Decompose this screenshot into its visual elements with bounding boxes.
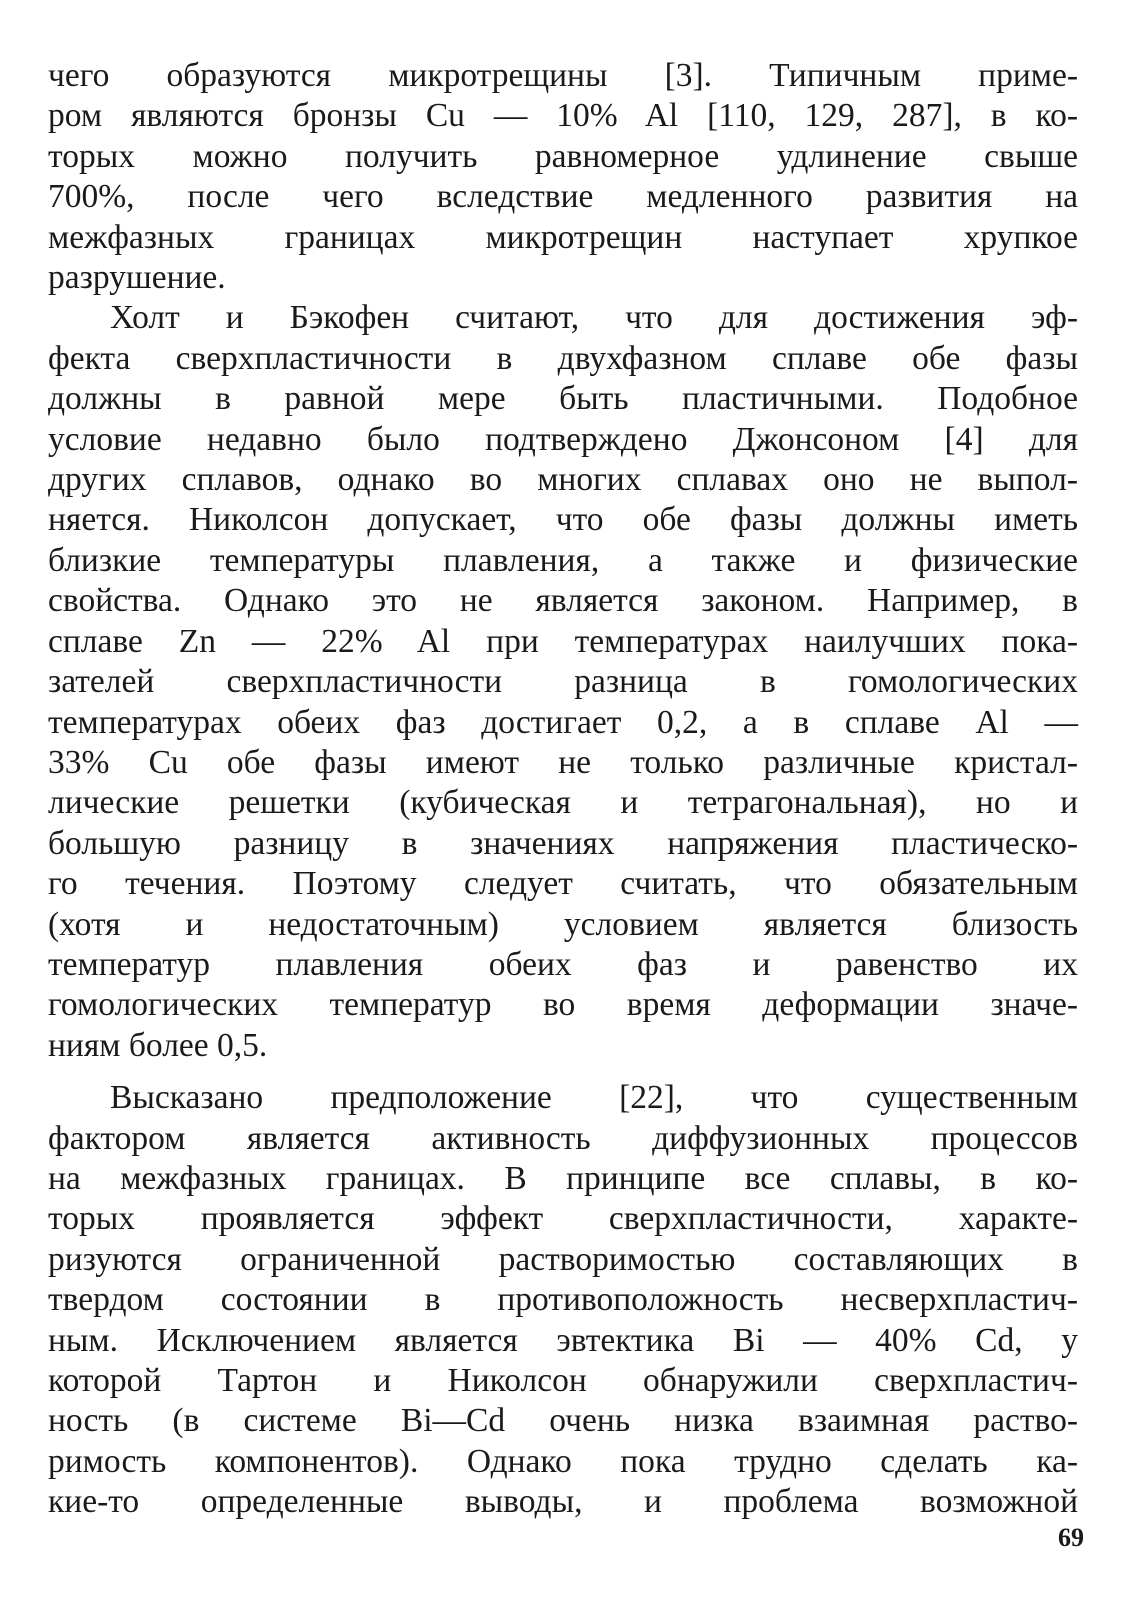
text-line: (хотя и недостаточным) условием является близость bbox=[48, 905, 1078, 943]
text-line: гомологических температур во время деформации значе- bbox=[48, 986, 1078, 1024]
text-line: Высказано предположение [22], что существенным bbox=[110, 1079, 1078, 1117]
text-line: ным. Исключением является эвтектика Bi — 40% Cd, у bbox=[48, 1321, 1078, 1359]
text-line: разрушение. bbox=[48, 259, 226, 297]
text-line: условие недавно было подтверждено Джонсоном [4] для bbox=[48, 420, 1078, 458]
text-line: фактором является активность диффузионных процессов bbox=[48, 1119, 1078, 1157]
paragraph-2 bbox=[48, 298, 1078, 1066]
text-line: 700%, после чего вследствие медленного развития на bbox=[48, 178, 1078, 216]
text-line: межфазных границах микротрещин наступает хрупкое bbox=[48, 218, 1078, 256]
text-line: на межфазных границах. В принципе все сплавы, в ко- bbox=[48, 1159, 1078, 1197]
text-line: фекта сверхпластичности в двухфазном сплаве обе фазы bbox=[48, 339, 1078, 377]
text-line: 33% Cu обе фазы имеют не только различные кристал- bbox=[48, 743, 1078, 781]
text-line: римость компонентов). Однако пока трудно сделать ка- bbox=[48, 1442, 1078, 1480]
text-line: ность (в системе Bi—Cd очень низка взаимная раство- bbox=[48, 1402, 1078, 1440]
text-line: кие-то определенные выводы, и проблема возможной bbox=[48, 1483, 1078, 1521]
text-line: других сплавов, однако во многих сплавах оно не выпол- bbox=[48, 461, 1078, 499]
text-line: сплаве Zn — 22% Al при температурах наилучших пока- bbox=[48, 622, 1078, 660]
text-line: близкие температуры плавления, а также и физические bbox=[48, 541, 1078, 579]
text-line: должны в равной мере быть пластичными. Подобное bbox=[48, 380, 1078, 418]
text-line: лические решетки (кубическая и тетрагональная), но и bbox=[48, 784, 1078, 822]
text-line: чего образуются микротрещины [3]. Типичным приме- bbox=[48, 57, 1078, 94]
page-body bbox=[48, 56, 1078, 1523]
text-line: температурах обеих фаз достигает 0,2, а в сплаве Al — bbox=[48, 703, 1078, 741]
text-line: большую разницу в значениях напряжения пластическо- bbox=[48, 824, 1078, 862]
text-line: няется. Николсон допускает, что обе фазы должны иметь bbox=[48, 501, 1078, 539]
text-line: ром являются бронзы Cu — 10% Al [110, 129, 287], в ко- bbox=[48, 97, 1078, 135]
text-line: ниям более 0,5. bbox=[48, 1026, 268, 1064]
paragraph-1 bbox=[48, 56, 1078, 298]
text-line: торых можно получить равномерное удлинение свыше bbox=[48, 137, 1078, 175]
paragraph-3 bbox=[48, 1078, 1078, 1522]
text-line: го течения. Поэтому следует считать, что обязательным bbox=[48, 865, 1078, 903]
text-line: температур плавления обеих фаз и равенство их bbox=[48, 945, 1078, 983]
text-line: которой Тартон и Николсон обнаружили сверхпластич- bbox=[48, 1362, 1078, 1399]
text-line: Холт и Бэкофен считают, что для достижения эф- bbox=[110, 299, 1078, 337]
page-number: 69 bbox=[1058, 1523, 1084, 1552]
text-line: зателей сверхпластичности разница в гомологических bbox=[48, 663, 1078, 701]
text-line: твердом состоянии в противоположность несверхпластич- bbox=[48, 1281, 1078, 1319]
paragraph-gap bbox=[48, 1066, 1078, 1078]
text-line: свойства. Однако это не является законом. Например, в bbox=[48, 582, 1078, 620]
text-line: ризуются ограниченной растворимостью составляющих в bbox=[48, 1240, 1078, 1278]
text-line: торых проявляется эффект сверхпластичности, характе- bbox=[48, 1200, 1078, 1238]
